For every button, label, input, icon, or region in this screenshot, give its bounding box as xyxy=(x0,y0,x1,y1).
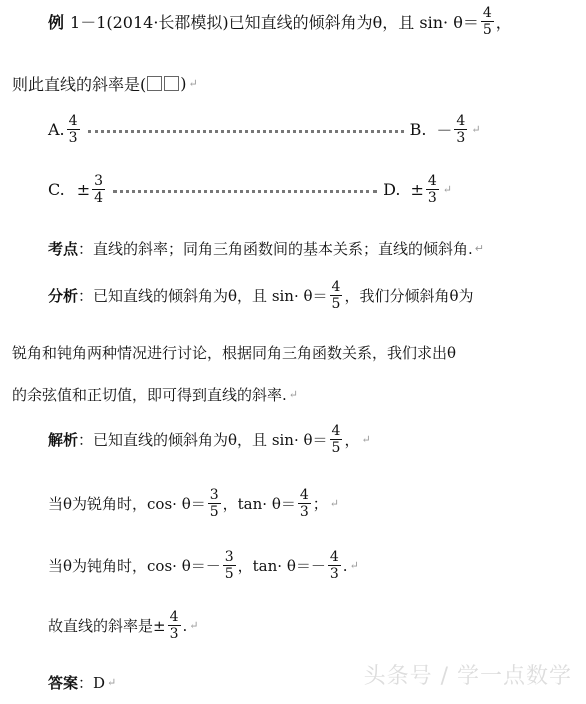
option-d-sign: ± xyxy=(410,180,424,199)
option-b-sign: － xyxy=(436,121,453,140)
fenxi-line-3 xyxy=(12,384,298,405)
frac-num: 4 xyxy=(331,279,341,295)
frac-den: 3 xyxy=(329,566,339,582)
question-text: 1－1(2014·长郡模拟)已知直线的倾斜角为θ，且 sin· θ＝ xyxy=(70,13,479,32)
answer-line xyxy=(48,672,116,693)
frac-den: 3 xyxy=(456,130,466,146)
obtuse-tan-text: ，tan· θ＝－ xyxy=(237,557,326,575)
frac-den: 5 xyxy=(209,504,219,520)
question-line-1 xyxy=(48,6,512,37)
frac-num: 4 xyxy=(456,113,466,129)
return-mark: ↵ xyxy=(361,433,371,446)
frac-num: 4 xyxy=(329,549,339,565)
frac-den: 5 xyxy=(331,440,341,456)
obtuse-text: 当θ为钝角时，cos· θ＝－ xyxy=(48,557,221,575)
option-c-sign: ± xyxy=(76,180,91,199)
fenxi-line-2 xyxy=(12,342,456,363)
fenxi-text-suffix: ，我们分倾斜角θ为 xyxy=(344,287,474,305)
conclusion-text: 故直线的斜率是± xyxy=(48,617,166,635)
fenxi-text: ：已知直线的倾斜角为θ，且 sin· θ＝ xyxy=(78,287,328,305)
frac-den: 3 xyxy=(299,504,309,520)
return-mark: ↵ xyxy=(442,183,452,196)
frac-den: 5 xyxy=(482,22,492,38)
paren-close: ) xyxy=(180,74,187,93)
kaodian-label: 考点 xyxy=(48,240,79,258)
option-a-fraction xyxy=(67,114,80,145)
acute-tan-fraction xyxy=(298,488,311,519)
option-c-fraction xyxy=(92,174,105,205)
frac-den: 4 xyxy=(94,190,104,206)
option-a-label: A. xyxy=(48,120,65,139)
obtuse-suffix: . xyxy=(342,556,348,575)
frac-num: 3 xyxy=(224,549,234,565)
watermark: 头条号 / 学一点数学 xyxy=(363,664,572,689)
return-mark: ↵ xyxy=(349,559,359,572)
frac-num: 4 xyxy=(299,487,309,503)
options-row-cd xyxy=(48,174,452,205)
obtuse-cos-fraction xyxy=(223,550,236,581)
jiexi-label: 解析 xyxy=(48,431,79,449)
return-mark: ↵ xyxy=(107,676,117,689)
frac-num: 4 xyxy=(331,423,341,439)
return-mark: ↵ xyxy=(329,497,340,510)
acute-text: 当θ为锐角时，cos· θ＝ xyxy=(48,495,206,513)
frac-den: 3 xyxy=(169,626,179,642)
option-b-label: B. xyxy=(409,120,427,139)
return-mark: ↵ xyxy=(288,388,298,401)
fenxi-label: 分析 xyxy=(48,287,79,305)
obtuse-line xyxy=(48,550,359,581)
acute-line xyxy=(48,488,339,519)
option-d-fraction xyxy=(426,174,439,205)
option-d-label: D. xyxy=(383,180,401,199)
option-b-fraction xyxy=(454,114,467,145)
blank-box xyxy=(164,76,179,91)
options-row-ab xyxy=(48,114,481,145)
acute-tan-text: ，tan· θ＝ xyxy=(222,495,296,513)
conclusion-suffix: . xyxy=(182,616,188,635)
frac-den: 5 xyxy=(331,296,341,312)
fenxi-line-1 xyxy=(48,280,474,311)
blank-box xyxy=(147,76,162,91)
kaodian-line xyxy=(48,238,484,259)
return-mark: ↵ xyxy=(188,77,198,90)
return-mark: ↵ xyxy=(471,123,481,136)
jiexi-fraction xyxy=(330,424,343,455)
option-c-label: C. xyxy=(48,180,65,199)
acute-suffix: ； xyxy=(312,495,328,513)
sin-fraction xyxy=(481,6,494,37)
answer-label: 答案 xyxy=(48,674,79,692)
frac-num: 4 xyxy=(68,113,78,129)
question-line-2-text: 则此直线的斜率是( xyxy=(12,75,147,94)
frac-den: 3 xyxy=(427,190,437,206)
conclusion-line xyxy=(48,610,199,641)
return-mark: ↵ xyxy=(189,619,199,632)
fenxi-text-2: 锐角和钝角两种情况进行讨论，根据同角三角函数关系，我们求出θ xyxy=(12,344,457,362)
conclusion-fraction xyxy=(168,610,181,641)
frac-num: 4 xyxy=(482,5,492,21)
dotted-leader xyxy=(113,190,377,193)
jiexi-text: ：已知直线的倾斜角为θ，且 sin· θ＝ xyxy=(78,431,328,449)
fenxi-text-3: 的余弦值和正切值，即可得到直线的斜率. xyxy=(12,386,287,404)
example-label: 例 xyxy=(48,13,65,32)
frac-num: 3 xyxy=(209,487,219,503)
jiexi-suffix: ， xyxy=(344,431,360,449)
frac-num: 4 xyxy=(427,173,437,189)
fenxi-fraction xyxy=(330,280,343,311)
frac-den: 3 xyxy=(68,130,78,146)
kaodian-text: ：直线的斜率；同角三角函数间的基本关系；直线的倾斜角. xyxy=(78,240,473,258)
frac-num: 4 xyxy=(169,609,179,625)
frac-den: 5 xyxy=(224,566,234,582)
acute-cos-fraction xyxy=(208,488,221,519)
question-line-2 xyxy=(12,72,198,95)
question-suffix: ， xyxy=(495,13,512,32)
return-mark: ↵ xyxy=(474,242,485,255)
frac-num: 3 xyxy=(94,173,104,189)
obtuse-tan-fraction xyxy=(328,550,341,581)
dotted-leader xyxy=(88,130,404,133)
answer-text: ：D xyxy=(78,674,106,692)
jiexi-line-1 xyxy=(48,424,371,455)
